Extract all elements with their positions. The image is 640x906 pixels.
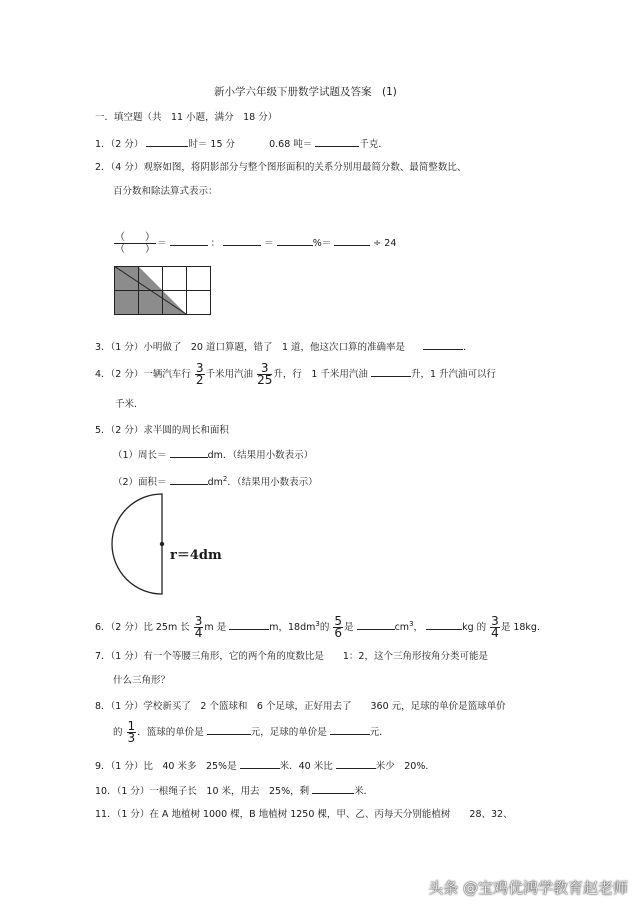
q6-blank-2[interactable] (357, 620, 395, 630)
section-heading: 一．填空题（共 11 小题，满分 18 分） (95, 112, 278, 123)
q2-blank-ratio-b[interactable] (223, 236, 261, 246)
center-point (160, 542, 164, 546)
q2-blank-percent[interactable] (277, 236, 313, 246)
q4-blank-1[interactable] (371, 367, 411, 377)
q1-text-d: 千克． (359, 139, 388, 150)
q4-text-e: 千米． (115, 399, 144, 410)
semicircle-figure (110, 492, 170, 596)
question-6: 6．（2 分）比 25m 长 $\frac{3}{4}$ m 是 m，$18dm^3$的 $\frac{5}{6}$ 是 $cm^3$， kg 的 $\frac{3}{4}$ 是 18kg． (95, 614, 547, 641)
q1-text-b: 时＝ 15 分 (188, 139, 236, 150)
q2-colon: ： (210, 238, 221, 249)
question-3 (95, 340, 473, 354)
q2-fraction-blank[interactable]: $\frac{( )}{( )}$ (115, 232, 155, 255)
question-7-line-1: 7．（1 分）有一个等腰三角形，它的两个角的度数比是 1：2，这个三角形按角分类可能是 (95, 651, 488, 662)
q8-blank-2[interactable] (330, 725, 370, 735)
question-1 (95, 137, 388, 151)
q6-blank-1[interactable] (229, 620, 269, 630)
q4-fraction-1: $\frac{3}{2}$ (195, 361, 204, 387)
q2-divisor: ÷ 24 (373, 238, 397, 249)
q2-blank-dividend[interactable] (334, 236, 370, 246)
q3-blank[interactable] (423, 340, 463, 350)
q9-blank-1[interactable] (240, 759, 280, 769)
q2-percent-sign: %＝ (312, 238, 332, 249)
q4-fraction-2: $\frac{3}{25}$ (257, 361, 273, 387)
q6-fraction-2: $\frac{5}{6}$ (334, 614, 343, 641)
q8-fraction: $\frac{1}{3}$ (127, 719, 136, 745)
question-7-line-2: 什么三角形？ (113, 675, 171, 686)
radius-label: r＝4dm (170, 548, 222, 563)
question-4-line-2 (113, 398, 144, 411)
q8-blank-1[interactable] (207, 725, 251, 735)
q5-part-2: （2）面积＝ $dm^2$．（结果用小数表示） (113, 475, 318, 489)
q4-text-c: 升，行 1 千米用汽油 (273, 369, 368, 380)
q9-blank-2[interactable] (336, 759, 376, 769)
q3-end: ． (463, 342, 473, 353)
q1-blank-1[interactable] (146, 137, 188, 147)
question-8-line-2: 的 $\frac{1}{3}$ ．篮球的单价是 元，足球的单价是 元． (113, 719, 389, 745)
q1-label: 1．（2 分） (95, 139, 144, 150)
q5-blank-perimeter[interactable] (170, 448, 208, 458)
question-11: 11．（1 分）在 A 地植树 1000 棵，B 地植树 1250 棵，甲、乙、丙每天分别能植树 28、32、 (95, 809, 513, 820)
q6-fraction-1: $\frac{3}{4}$ (194, 614, 203, 641)
q2-eq-1: ＝ (157, 238, 167, 249)
q4-text-a: 4．（2 分）一辆汽车行 (95, 369, 191, 380)
q4-text-b: 千米用汽油 (205, 369, 254, 380)
page-title: 新小学六年级下册数学试题及答案 (1) (214, 86, 397, 98)
question-8-line-1: 8．（1 分）学校新买了 2 个篮球和 6 个足球，正好用去了 360 元，足球的单价是篮球单价 (95, 701, 506, 712)
q6-blank-3[interactable] (426, 620, 462, 630)
question-2-line-2: 百分数和除法算式表示： (113, 186, 218, 197)
q5-part-1: （1）周长＝ dm．（结果用小数表示） (113, 450, 314, 461)
question-9: 9．（1 分）比 40 米多 25%是 米．40 米比 米少 20%． (95, 761, 435, 772)
q2-blank-ratio-a[interactable] (170, 236, 208, 246)
question-5: 5．（2 分）求半圆的周长和面积 (95, 425, 229, 436)
question-10: 10．（1 分）一根绳子长 10 米，用去 25%，剩 米． (95, 786, 374, 797)
q1-blank-2[interactable] (315, 137, 359, 147)
q5-blank-area[interactable] (170, 475, 208, 485)
question-2-line-1: 2．（4 分）观察如图，将阴影部分与整个图形面积的关系分别用最简分数、最简整数比、 (95, 162, 467, 173)
q2-eq-2: ＝ (264, 238, 274, 249)
question-4-line-1 (95, 360, 496, 390)
q1-text-c: 0.68 吨＝ (269, 139, 313, 150)
watermark: 头条 @宝鸡优鸿学教育赵老师 (428, 879, 628, 897)
semicircle-outline (112, 494, 162, 594)
q3-text: 3．（1 分）小明做了 20 道口算题，错了 1 道，他这次口算的准确率是 (95, 342, 406, 353)
q10-blank[interactable] (312, 784, 354, 794)
shaded-grid-figure (114, 266, 212, 316)
q2-answer-row (113, 232, 396, 255)
q4-text-d: 升，1 升汽油可以行 (410, 369, 497, 380)
q6-fraction-3: $\frac{3}{4}$ (491, 614, 499, 641)
